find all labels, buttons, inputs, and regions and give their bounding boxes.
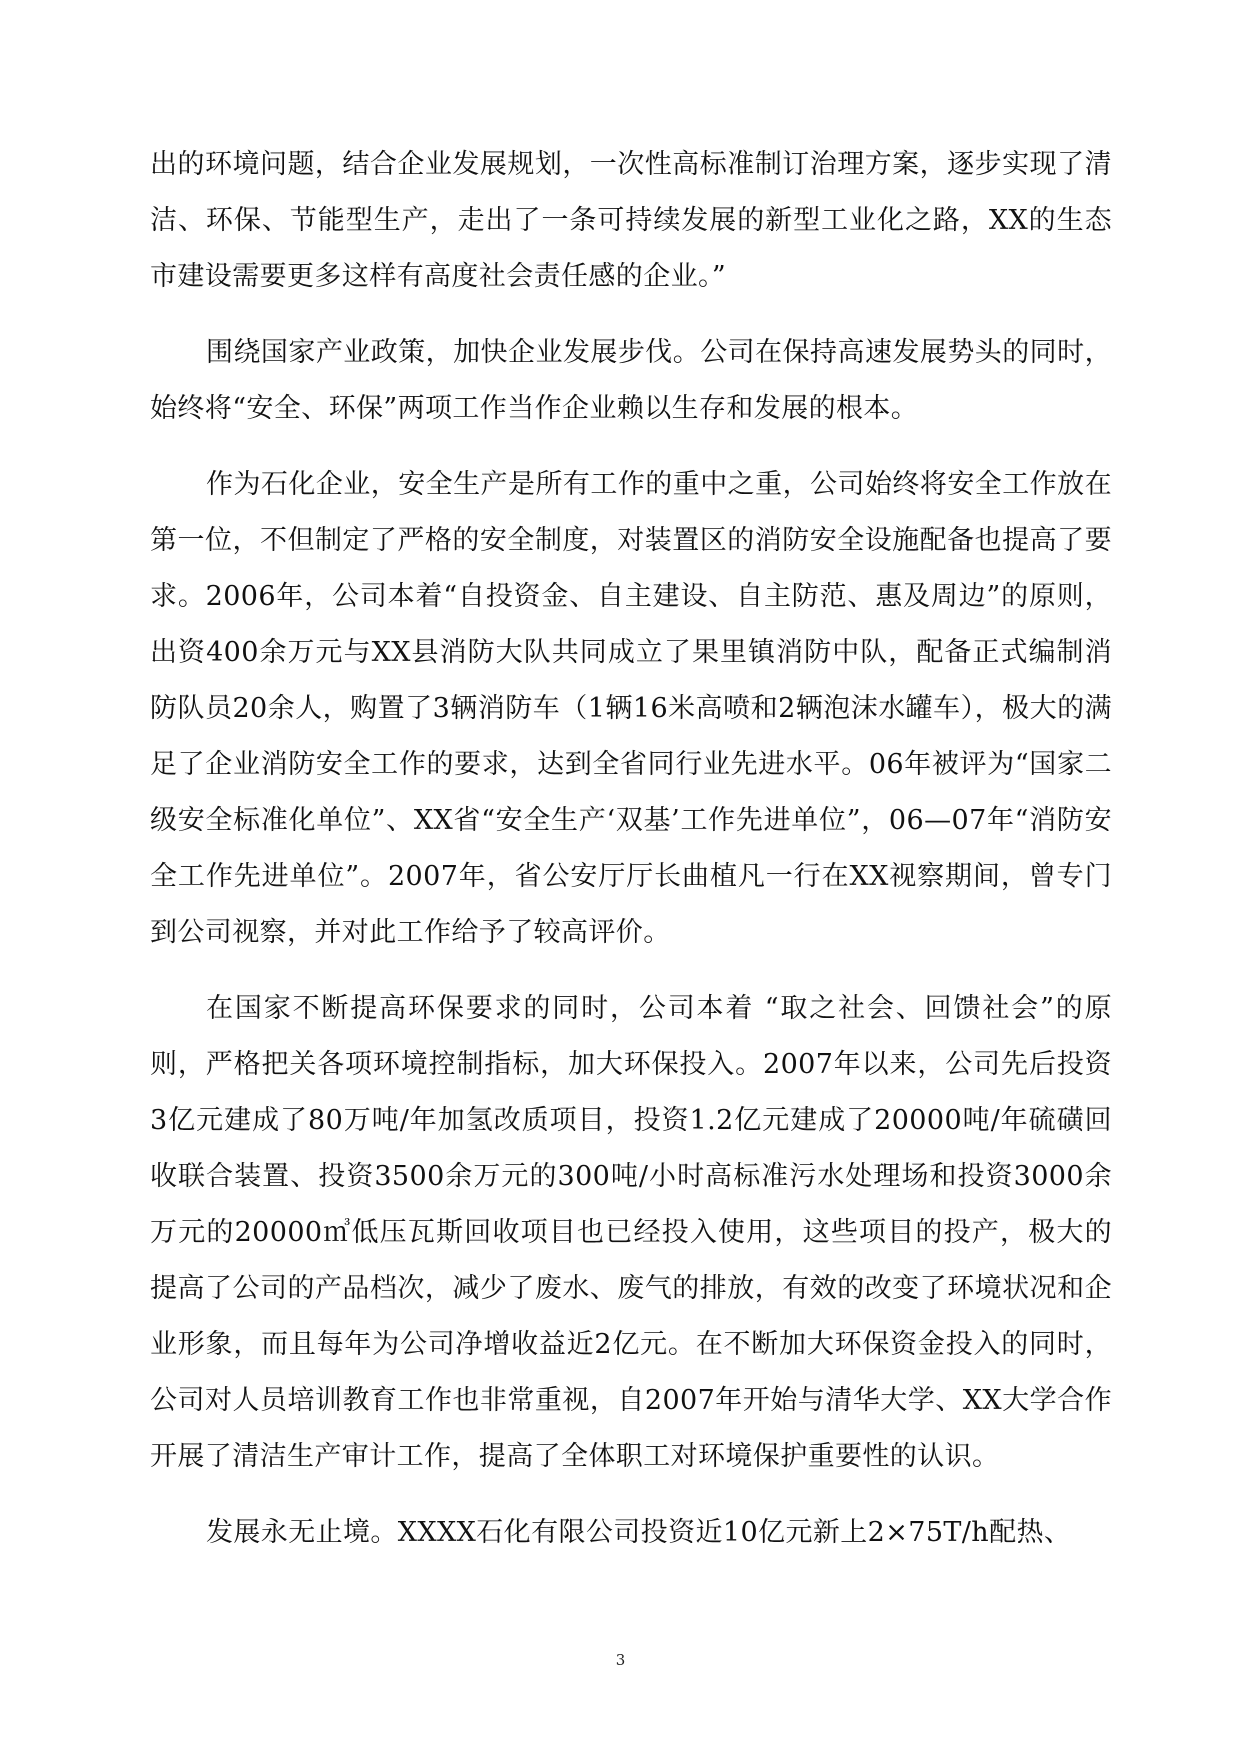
- paragraph-1: 出的环境问题，结合企业发展规划，一次性高标准制订治理方案，逐步实现了清洁、环保、节能型生产，走出了一条可持续发展的新型工业化之路，XX的生态市建设需要更多这样有高度社会责任感的企业。”: [150, 149, 1112, 292]
- paragraph-2: 围绕国家产业政策，加快企业发展步伐。公司在保持高速发展势头的同时，始终将“安全、环保”两项工作当作企业赖以生存和发展的根本。: [150, 337, 1112, 424]
- body-text: [150, 137, 1112, 1581]
- page-number: 3: [615, 1651, 626, 1669]
- paragraph-5: 发展永无止境。XXXX石化有限公司投资近10亿元新上2×75T/h配热、: [206, 1517, 1072, 1548]
- paragraph-3: 作为石化企业，安全生产是所有工作的重中之重，公司始终将安全工作放在第一位，不但制定了严格的安全制度，对装置区的消防安全设施配备也提高了要求。2006年，公司本着“自投资金、自主建设、自主防范、惠及周边”的原则，出资400余万元与XX县消防大队共同成立了果里镇消防中队，配备正式编制消防队员20余人，购置了3辆消防车（1辆16米高喷和2辆泡沫水罐车），极大的满足了企业消防安全工作的要求，达到全省同行业先进水平。06年被评为“国家二级安全标准化单位”、XX省“安全生产‘双基’工作先进单位”，06—07年“消防安全工作先进单位”。2007年，省公安厅厅长曲植凡一行在XX视察期间，曾专门到公司视察，并对此工作给予了较高评价。: [150, 469, 1112, 948]
- paragraph-4: 在国家不断提高环保要求的同时，公司本着 “取之社会、回馈社会”的原则，严格把关各项环境控制指标，加大环保投入。2007年以来，公司先后投资3亿元建成了80万吨/年加氢改质项目，投资1.2亿元建成了20000吨/年硫磺回收联合装置、投资3500余万元的300吨/小时高标准污水处理场和投资3000余万元的20000㎥低压瓦斯回收项目也已经投入使用，这些项目的投产，极大的提高了公司的产品档次，减少了废水、废气的排放，有效的改变了环境状况和企业形象，而且每年为公司净增收益近2亿元。在不断加大环保资金投入的同时，公司对人员培训教育工作也非常重视，自2007年开始与清华大学、XX大学合作开展了清洁生产审计工作，提高了全体职工对环境保护重要性的认识。: [150, 993, 1112, 1472]
